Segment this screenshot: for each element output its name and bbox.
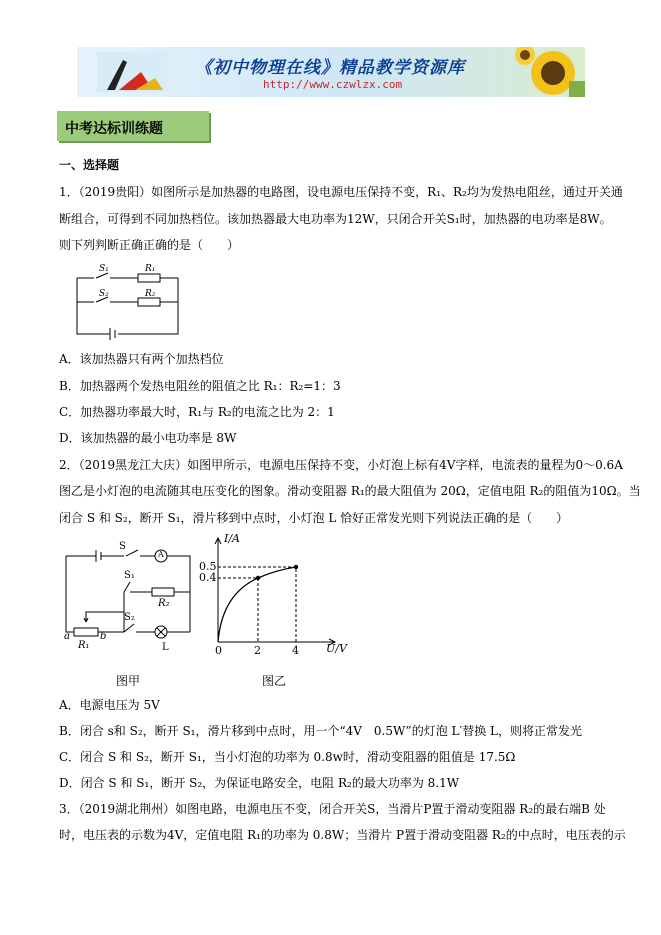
caption-right: 图乙 [262,674,287,688]
q2-r2-label: R₂ [158,598,170,609]
banner-title: 《初中物理在线》精品教学资源库 [195,58,465,78]
q2-s1-label: S₁ [124,570,135,581]
part-heading: 一、选择题 [59,158,120,172]
q2-option-a: A．电源电压为 5V [59,698,160,712]
section-tab [57,111,209,141]
q2-s2-label: S₂ [124,612,135,623]
q2-option-b: B．闭合 s和 S₂，断开 S₁，滑片移到中点时，用一个“4V 0.5W”的灯泡 L′替换 L，则将正常发光 [59,724,582,738]
logo-icon [97,52,167,92]
graph-ytick: 0.4 [199,571,217,584]
q1-line2: 断组合，可得到不同加热档位。该加热器最大电功率为12W，只闭合开关S₁时，加热器的电功率是8W。 [59,212,612,226]
q2-lamp-label: L [162,642,169,653]
banner-url: http://www.czwlzx.com [263,78,403,91]
graph-xtick: 4 [292,644,299,657]
q2-ammeter-label: A [158,550,164,559]
q3-line1: 3．（2019湖北荆州）如图电路，电源电压不变，闭合开关S，当滑片P置于滑动变阻器 R₂的最右端B 处 [59,802,606,816]
graph-xtick: 2 [254,644,261,657]
point-marker [256,576,260,580]
section-tab-label: 中考达标训练题 [65,121,163,137]
q3-line2: 时，电压表的示数为4V，定值电阻 R₁的功率为 0.8W；当滑片 P置于滑动变阻器 R₂的中点时，电压表的示 [59,828,626,842]
q1-line1: 1．（2019贵阳）如图所示是加热器的电路图，设电源电压保持不变，R₁、R₂均为发热电阻丝，通过开关通 [59,185,623,199]
q2-line2: 图乙是小灯泡的电流随其电压变化的图象。滑动变阻器 R₁的最大阻值为 20Ω，定值电阻 R₂的阻值为10Ω。当 [59,484,641,498]
q1-option-d: D．该加热器的最小电功率是 8W [59,431,237,445]
q2-graph [200,530,355,660]
q2-option-d: D．闭合 S 和 S₁，断开 S₂，为保证电路安全，电阻 R₂的最大功率为 8.1W [59,776,460,790]
q2-s-label: S [119,541,126,552]
point-marker [294,565,298,569]
q2-terminal-b: b [100,631,107,642]
q1-option-c: C．加热器功率最大时，R₁与 R₂的电流之比为 2：1 [59,405,335,419]
q2-line3: 闭合 S 和 S₂，断开 S₁，滑片移到中点时，小灯泡 L 恰好正常发光则下列说法正确的是（ ） [59,511,569,525]
graph-ylabel: I/A [224,532,240,545]
header-banner [77,47,585,97]
q2-circuit-diagram [58,540,198,655]
graph-xlabel: U/V [326,642,347,655]
q1-option-a: A．该加热器只有两个加热档位 [59,352,224,366]
sunflower-icon [513,47,585,97]
q1-line3: 则下列判断正确正确的是（ ） [59,238,240,252]
q1-s2-label: S₂ [99,289,109,299]
caption-left: 图甲 [116,674,141,688]
q1-circuit-diagram [70,262,185,342]
q1-option-b: B．加热器两个发热电阻丝的阻值之比 R₁：R₂=1：3 [59,379,341,393]
graph-ytick: 0.5 [199,560,217,573]
q1-r1-label: R₁ [145,264,156,274]
q1-r2-label: R₂ [145,289,156,299]
q2-option-c: C．闭合 S 和 S₂，断开 S₁，当小灯泡的功率为 0.8w时，滑动变阻器的阻值是 17.5Ω [59,750,516,764]
q2-terminal-a: a [64,631,70,642]
q1-s1-label: S₁ [99,264,109,274]
graph-xtick: 0 [215,644,222,657]
q2-line1: 2．（2019黑龙江大庆）如图甲所示，电源电压保持不变，小灯泡上标有4V字样，电流表的量程为0～0.6A [59,458,623,472]
q2-r1-label: R₁ [78,640,90,651]
